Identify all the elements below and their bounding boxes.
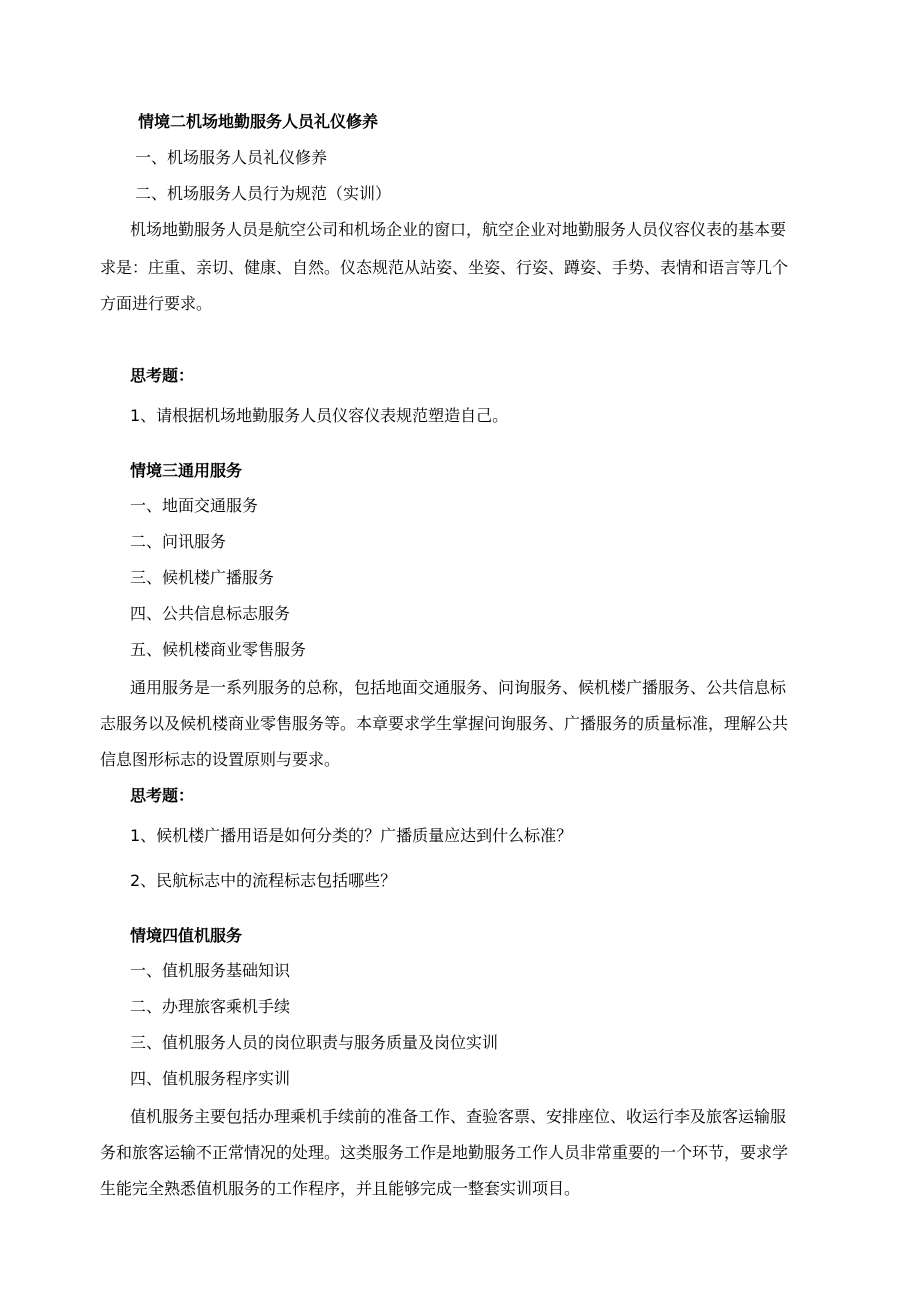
section-4-title: 情境四值机服务 xyxy=(130,926,243,945)
section-3-para-line-3: 信息图形标志的设置原则与要求。 xyxy=(100,750,341,769)
section-2-title: 情境二机场地勤服务人员礼仪修养 xyxy=(138,112,379,131)
section-3-question-1: 1、候机楼广播用语是如何分类的？广播质量应达到什么标准？ xyxy=(130,826,573,845)
section-3-item-2: 二、问讯服务 xyxy=(130,532,227,551)
section-3-para-line-2: 志服务以及候机楼商业零售服务等。本章要求学生掌握问询服务、广播服务的质量标准，理解公共 xyxy=(100,714,789,733)
section-4-item-1: 一、值机服务基础知识 xyxy=(130,961,291,980)
section-2-question-1: 1、请根据机场地勤服务人员仪容仪表规范塑造自己。 xyxy=(130,406,509,425)
section-3-item-3: 三、候机楼广播服务 xyxy=(130,568,275,587)
section-3-item-5: 五、候机楼商业零售服务 xyxy=(130,640,307,659)
section-4-item-2: 二、办理旅客乘机手续 xyxy=(130,997,291,1016)
section-2-item-1: 一、机场服务人员礼仪修养 xyxy=(135,148,328,167)
section-4-para-line-3: 生能完全熟悉值机服务的工作程序，并且能够完成一整套实训项目。 xyxy=(100,1179,581,1198)
section-3-para-line-1: 通用服务是一系列服务的总称，包括地面交通服务、问询服务、候机楼广播服务、公共信息标 xyxy=(130,678,787,697)
section-4-item-4: 四、值机服务程序实训 xyxy=(130,1069,291,1088)
section-3-item-4: 四、公共信息标志服务 xyxy=(130,604,291,623)
section-2-para-line-1: 机场地勤服务人员是航空公司和机场企业的窗口，航空企业对地勤服务人员仪容仪表的基本要 xyxy=(130,220,787,239)
section-3-title: 情境三通用服务 xyxy=(130,461,243,480)
section-4-item-3: 三、值机服务人员的岗位职责与服务质量及岗位实训 xyxy=(130,1033,499,1052)
section-3-question-2: 2、民航标志中的流程标志包括哪些？ xyxy=(130,871,397,890)
section-2-para-line-2: 求是：庄重、亲切、健康、自然。仪态规范从站姿、坐姿、行姿、蹲姿、手势、表情和语言等几个 xyxy=(100,258,789,277)
section-3-question-title: 思考题： xyxy=(130,786,195,805)
section-2-para-line-3: 方面进行要求。 xyxy=(100,294,213,313)
section-4-para-line-2: 务和旅客运输不正常情况的处理。这类服务工作是地勤服务工作人员非常重要的一个环节，要求学 xyxy=(100,1143,789,1162)
section-4-para-line-1: 值机服务主要包括办理乘机手续前的准备工作、查验客票、安排座位、收运行李及旅客运输服 xyxy=(130,1107,787,1126)
section-2-question-title: 思考题： xyxy=(130,366,195,385)
section-3-item-1: 一、地面交通服务 xyxy=(130,496,259,515)
section-2-item-2: 二、机场服务人员行为规范（实训） xyxy=(135,184,392,203)
